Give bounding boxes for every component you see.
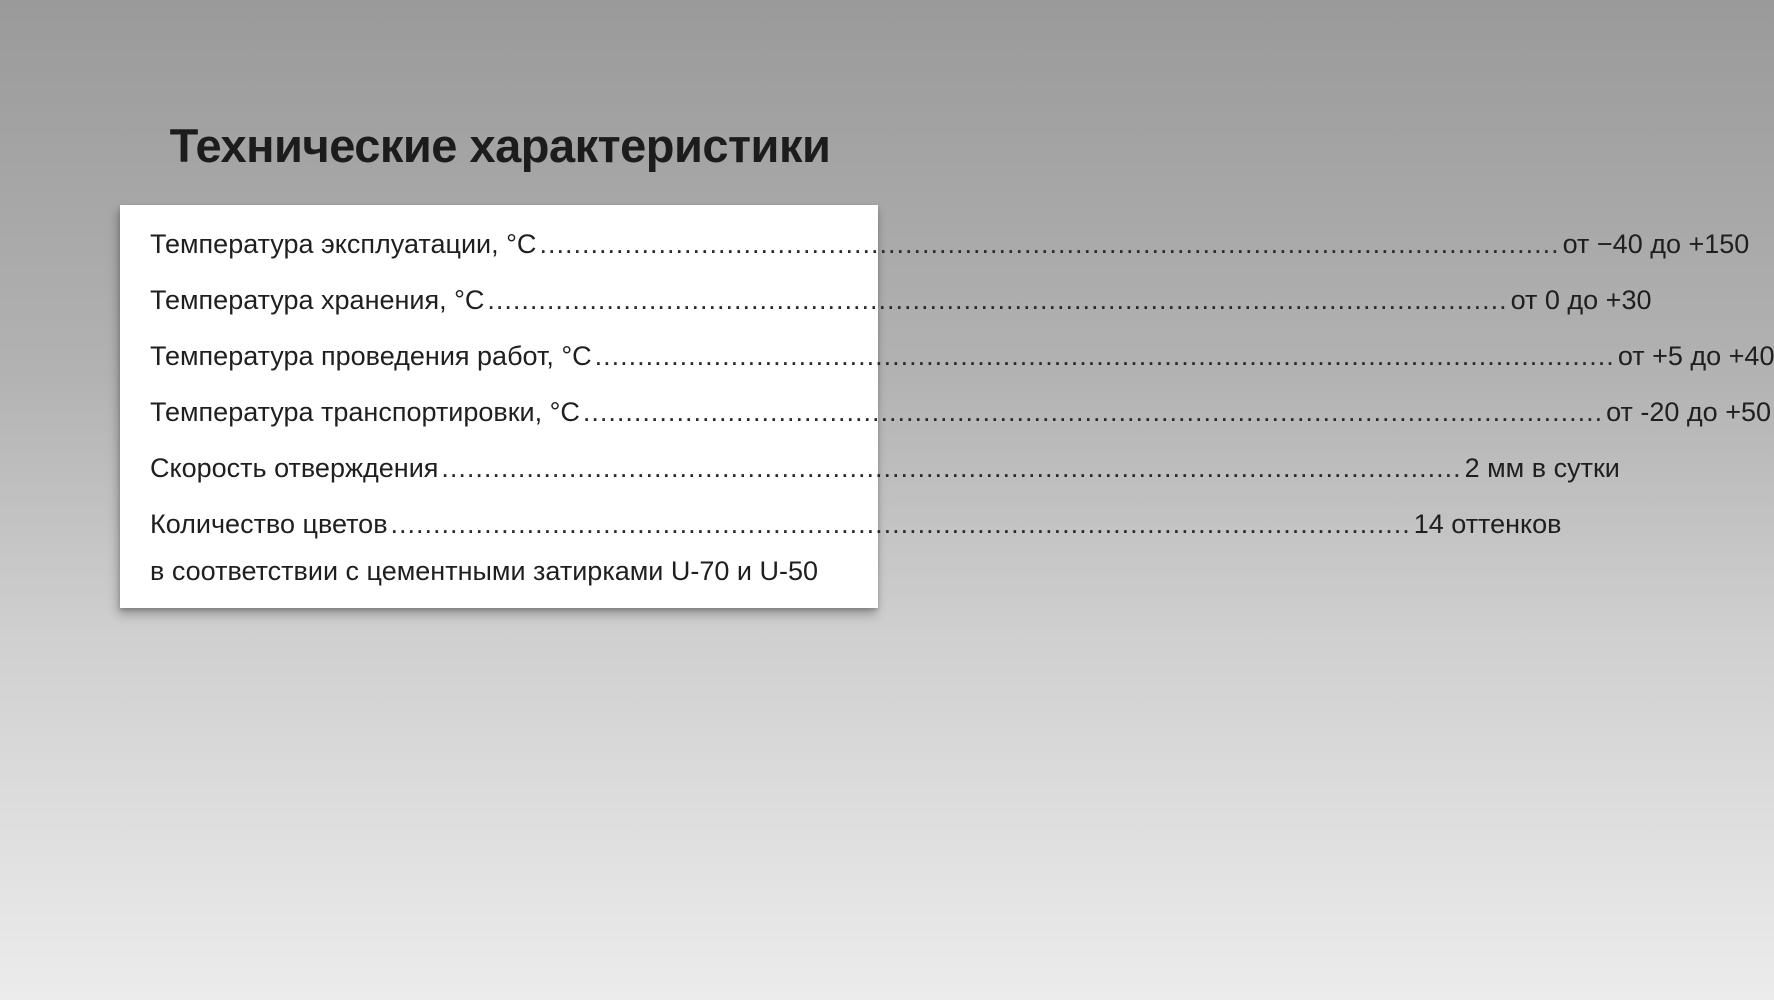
spec-label: Температура транспортировки, °С (150, 397, 580, 427)
spec-label: Температура хранения, °С (150, 285, 485, 315)
spec-row-transport-temperature (150, 384, 1771, 440)
spec-row-curing-speed (150, 440, 1620, 496)
spec-row-color-count (150, 496, 1562, 552)
spec-row-work-temperature (150, 328, 1774, 384)
spec-value: 2 мм в сутки (1464, 453, 1620, 483)
spec-value: 14 оттенков (1413, 509, 1562, 539)
spec-label: Количество цветов (150, 509, 388, 539)
spec-label: Температура эксплуатации, °С (150, 229, 537, 259)
dotted-leader: ........................................................................................................................ (390, 509, 1411, 539)
spec-label: Скорость отверждения (150, 453, 439, 483)
spec-card (120, 205, 1774, 608)
dotted-leader: ........................................................................................................................ (487, 285, 1508, 315)
spec-value: от −40 до +150 (1562, 229, 1750, 259)
spec-value: от +5 до +40 (1617, 341, 1774, 371)
spec-label: Температура проведения работ, °С (150, 341, 592, 371)
dotted-leader: ........................................................................................................................ (582, 397, 1604, 427)
page-title: Технические характеристики (169, 119, 831, 172)
dotted-leader: ........................................................................................................................ (441, 453, 1462, 483)
spec-note: в соответствии с цементными затирками U-70 и U-50 (150, 556, 819, 586)
dotted-leader: ........................................................................................................................ (539, 229, 1560, 259)
spec-value: от -20 до +50 (1606, 397, 1771, 427)
spec-row-storage-temperature (150, 272, 1652, 328)
dotted-leader: ........................................................................................................................ (594, 341, 1615, 371)
spec-row-operating-temperature (150, 216, 1750, 272)
spec-value: от 0 до +30 (1510, 285, 1652, 315)
